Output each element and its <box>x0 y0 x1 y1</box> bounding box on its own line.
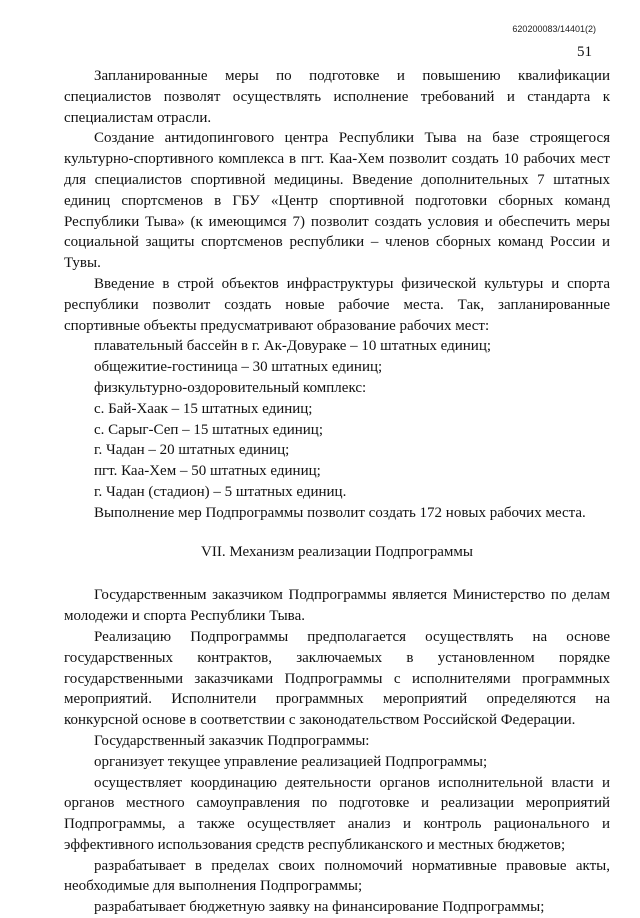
document-body <box>64 66 610 918</box>
list-item: с. Сарыг-Сеп – 15 штатных единиц; <box>94 421 324 438</box>
paragraph-state-customer: Государственным заказчиком Подпрограммы является Министерство по делам молодежи и спорта Республики Тыва. <box>64 587 610 625</box>
section-heading: VII. Механизм реализации Подпрограммы <box>201 543 473 560</box>
list-item: пгт. Каа-Хем – 50 штатных единиц; <box>94 463 321 480</box>
paragraph-duty: разрабатывает бюджетную заявку на финансирование Подпрограммы; <box>94 899 545 916</box>
paragraph-duty: организует текущее управление реализацией Подпрограммы; <box>94 753 488 770</box>
list-item: г. Чадан (стадион) – 5 штатных единиц. <box>94 483 347 500</box>
list-item: физкультурно-оздоровительный комплекс: <box>94 379 367 396</box>
list-item: плавательный бассейн в г. Ак-Довураке – 10 штатных единиц; <box>94 338 492 355</box>
paragraph-new-jobs: Выполнение мер Подпрограммы позволит создать 172 новых рабочих места. <box>94 504 586 521</box>
page-number: 51 <box>577 44 592 60</box>
list-item: г. Чадан – 20 штатных единиц; <box>94 442 290 459</box>
paragraph-training: Запланированные меры по подготовке и повышению квалификации специалистов позволят осуществлять исполнение требований и стандарта к специалистам отрасли. <box>64 68 610 126</box>
paragraph-antidoping-center: Создание антидопингового центра Республики Тыва на базе строящегося культурно-спортивного комплекса в пгт. Каа-Хем позволит создать 10 рабочих мест для специалистов спортивной медицины. Введение дополнительных 7 штатных единиц спортсменов в ГБУ «Центр спортивной подготовки сборных команд Республики Тыва» (к имеющимся 7) позволит создать условия и обеспечить меры социальной защиты спортсменов республики – членов сборных команд России и Тувы. <box>64 130 610 272</box>
document-id: 620200083/14401(2) <box>512 24 596 34</box>
paragraph-duty: осуществляет координацию деятельности органов исполнительной власти и органов местного самоуправления по подготовке и реализации мероприятий Подпрограммы, а также осуществляет анализ и контроль рационального и эффективного использования средств республиканского и местных бюджетов; <box>64 774 610 853</box>
paragraph-duty: разрабатывает в пределах своих полномочий нормативные правовые акты, необходимые для выполнения Подпрограммы; <box>64 857 610 895</box>
list-item: с. Бай-Хаак – 15 штатных единиц; <box>94 400 313 417</box>
paragraph-customer-duties: Государственный заказчик Подпрограммы: <box>94 732 370 749</box>
list-item: общежитие-гостиница – 30 штатных единиц; <box>94 359 383 376</box>
paragraph-infrastructure: Введение в строй объектов инфраструктуры физической культуры и спорта республики позволит создать новые рабочие места. Так, запланированные спортивные объекты предусматривают образование рабочих мест: <box>64 275 610 334</box>
paragraph-implementation: Реализацию Подпрограммы предполагается осуществлять на основе государственных контрактов, заключаемых в установленном порядке государственными заказчиками Подпрограммы с исполнителями программных мероприятий. Исполнители программных мероприятий определяются на конкурсной основе в соответствии с законодательством Российской Федерации. <box>64 628 610 729</box>
